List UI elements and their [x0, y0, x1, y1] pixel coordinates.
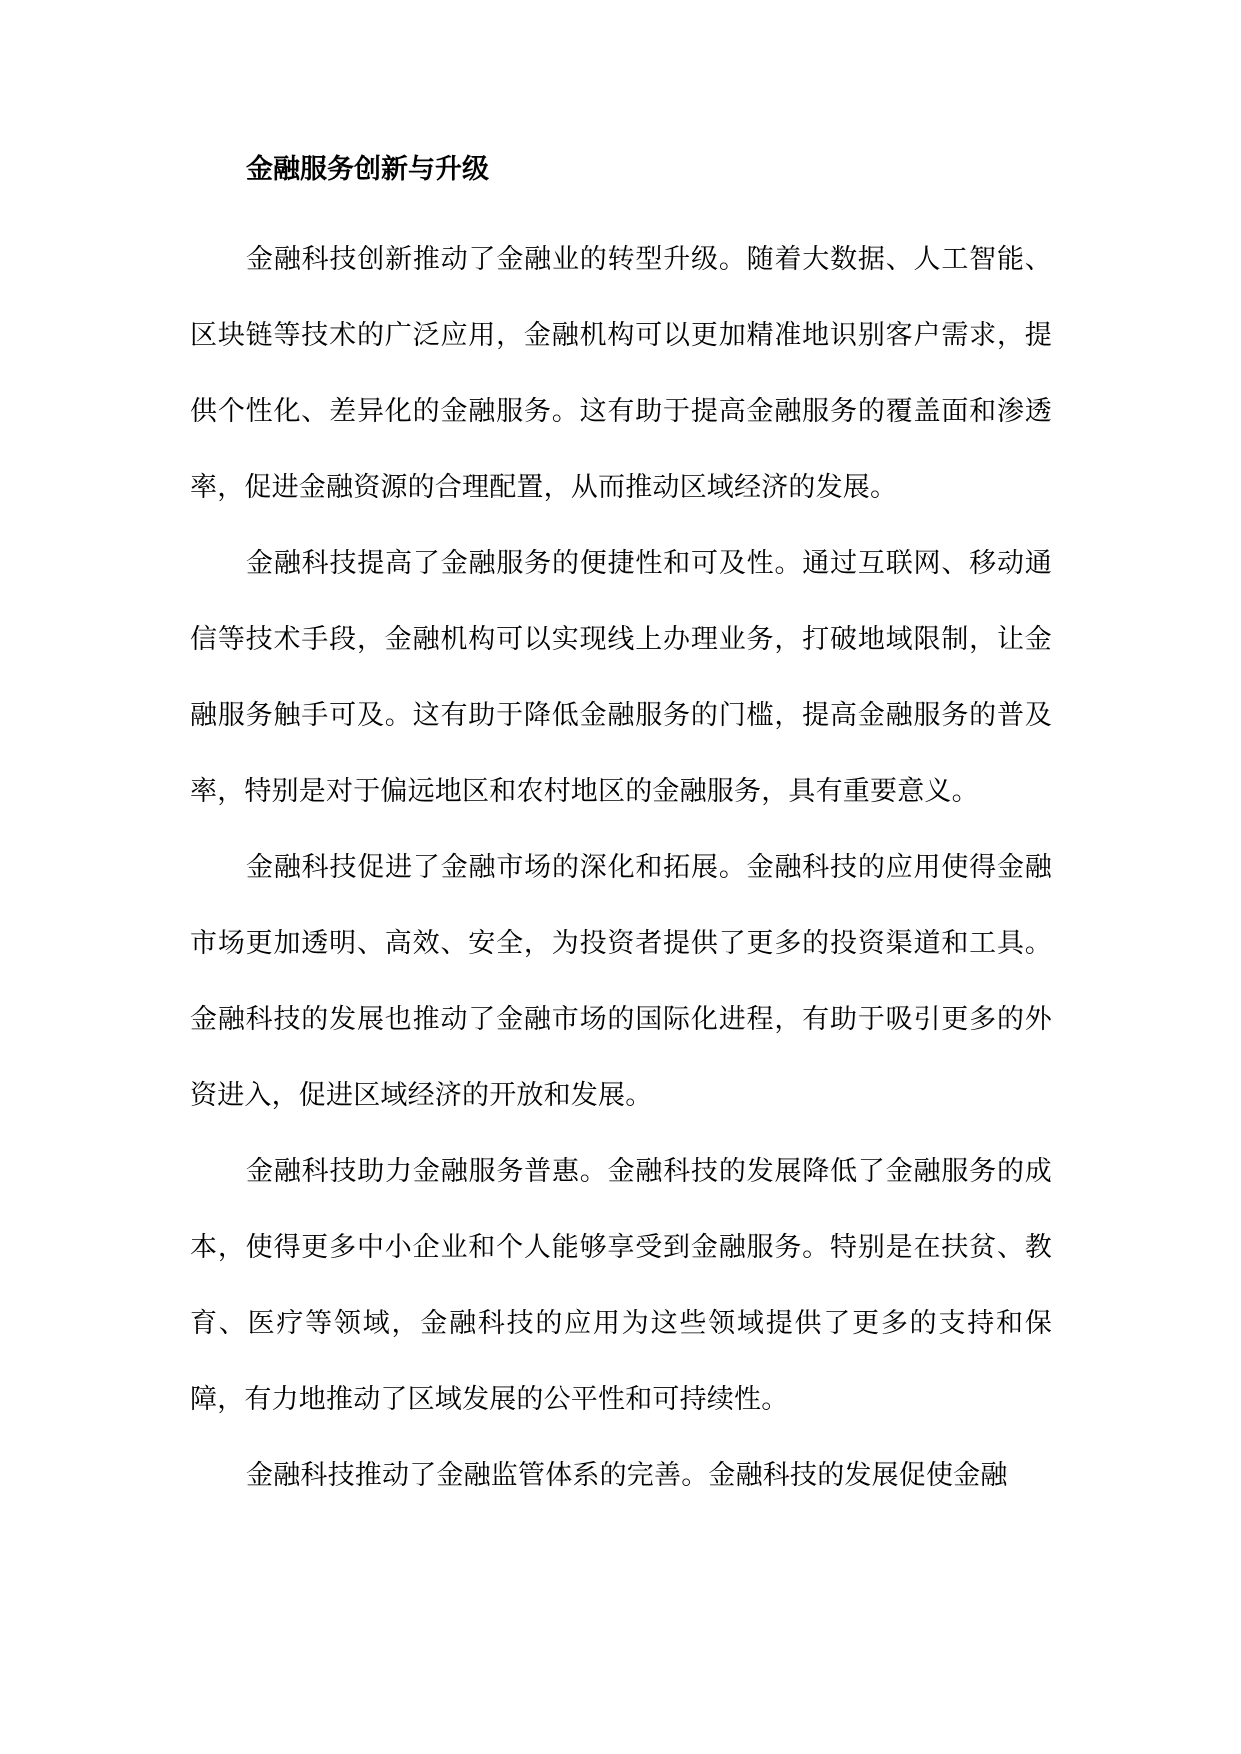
paragraph-1: 金融科技创新推动了金融业的转型升级。随着大数据、人工智能、区块链等技术的广泛应用，金融机构可以更加精准地识别客户需求，提供个性化、差异化的金融服务。这有助于提高金融服务的覆盖面和渗透率，促进金融资源的合理配置，从而推动区域经济的发展。 — [190, 244, 1052, 503]
paragraph-5: 金融科技推动了金融监管体系的完善。金融科技的发展促使金融 — [246, 1460, 1008, 1491]
paragraph-3: 金融科技促进了金融市场的深化和拓展。金融科技的应用使得金融市场更加透明、高效、安全，为投资者提供了更多的投资渠道和工具。金融科技的发展也推动了金融市场的国际化进程，有助于吸引更多的外资进入，促进区域经济的开放和发展。 — [190, 852, 1052, 1111]
paragraph-4: 金融科技助力金融服务普惠。金融科技的发展降低了金融服务的成本，使得更多中小企业和个人能够享受到金融服务。特别是在扶贫、教育、医疗等领域，金融科技的应用为这些领域提供了更多的支持和保障，有力地推动了区域发展的公平性和可持续性。 — [190, 1156, 1052, 1415]
section-title: 金融服务创新与升级 — [246, 154, 489, 185]
document-body — [190, 146, 1052, 1514]
paragraph-2: 金融科技提高了金融服务的便捷性和可及性。通过互联网、移动通信等技术手段，金融机构可以实现线上办理业务，打破地域限制，让金融服务触手可及。这有助于降低金融服务的门槛，提高金融服务的普及率，特别是对于偏远地区和农村地区的金融服务，具有重要意义。 — [190, 548, 1052, 807]
